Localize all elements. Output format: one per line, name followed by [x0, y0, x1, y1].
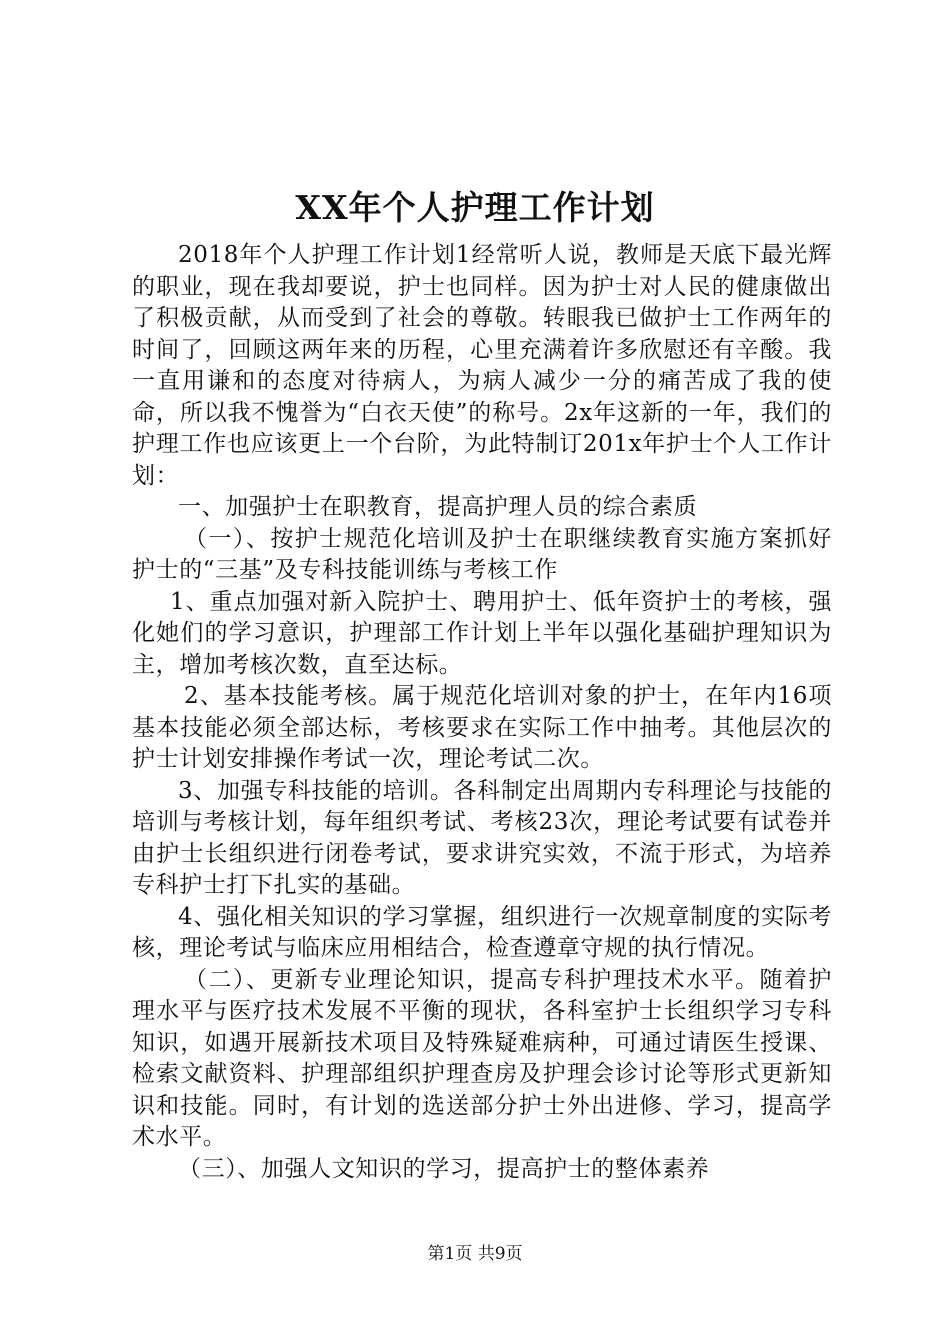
subsection-paragraph-2: （二）、更新专业理论知识，提高专科护理技术水平。随着护理水平与医疗技术发展不平衡的现状，各科室护士长组织学习专科知识，如遇开展新技术项目及特殊疑难病种，可通过请医生授课、检索文献资料、护理部组织护理查房及护理会诊讨论等形式更新知识和技能。同时，有计划的选送部分护士外出进修、学习，提高学术水平。 — [132, 966, 832, 1150]
item-paragraph-2: 2、基本技能考核。属于规范化培训对象的护士，在年内16项基本技能必须全部达标，考核要求在实际工作中抽考。其他层次的护士计划安排操作考试一次，理论考试二次。 — [132, 683, 832, 772]
subsection-heading-1: （一）、按护士规范化培训及护士在职继续教育实施方案抓好护士的“三基”及专科技能训练与考核工作 — [132, 525, 832, 583]
item-paragraph-4: 4、强化相关知识的学习掌握，组织进行一次规章制度的实际考核，理论考试与临床应用相结合，检查遵章守规的执行情况。 — [132, 903, 832, 961]
document-title: XX年个人护理工作计划 — [295, 188, 655, 227]
item-paragraph-3: 3、加强专科技能的培训。各科制定出周期内专科理论与技能的培训与考核计划，每年组织考试、考核23次，理论考试要有试卷并由护士长组织进行闭卷考试，要求讲究实效，不流于形式，为培养专科护士打下扎实的基础。 — [132, 777, 832, 898]
subsection-heading-3: （三）、加强人文知识的学习，提高护士的整体素养 — [178, 1155, 710, 1182]
document-body — [132, 240, 832, 1185]
item-paragraph-1: 1、重点加强对新入院护士、聘用护士、低年资护士的考核，强化她们的学习意识，护理部工作计划上半年以强化基础护理知识为主，增加考核次数，直至达标。 — [132, 588, 832, 678]
page-indicator: 第1页 共9页 — [427, 1244, 523, 1264]
intro-paragraph: 2018年个人护理工作计划1经常听人说，教师是天底下最光辉的职业，现在我却要说，护士也同样。因为护士对人民的健康做出了积极贡献，从而受到了社会的尊敬。转眼我已做护士工作两年的时间了，回顾这两年来的历程，心里充满着许多欣慰还有辛酸。我一直用谦和的态度对待病人，为病人减少一分的痛苦成了我的使命，所以我不愧誉为“白衣天使”的称号。2x年这新的一年，我们的护理工作也应该更上一个台阶，为此特制订201x年护士个人工作计划： — [132, 242, 832, 489]
section-heading-1: 一、加强护士在职教育，提高护理人员的综合素质 — [178, 494, 698, 520]
